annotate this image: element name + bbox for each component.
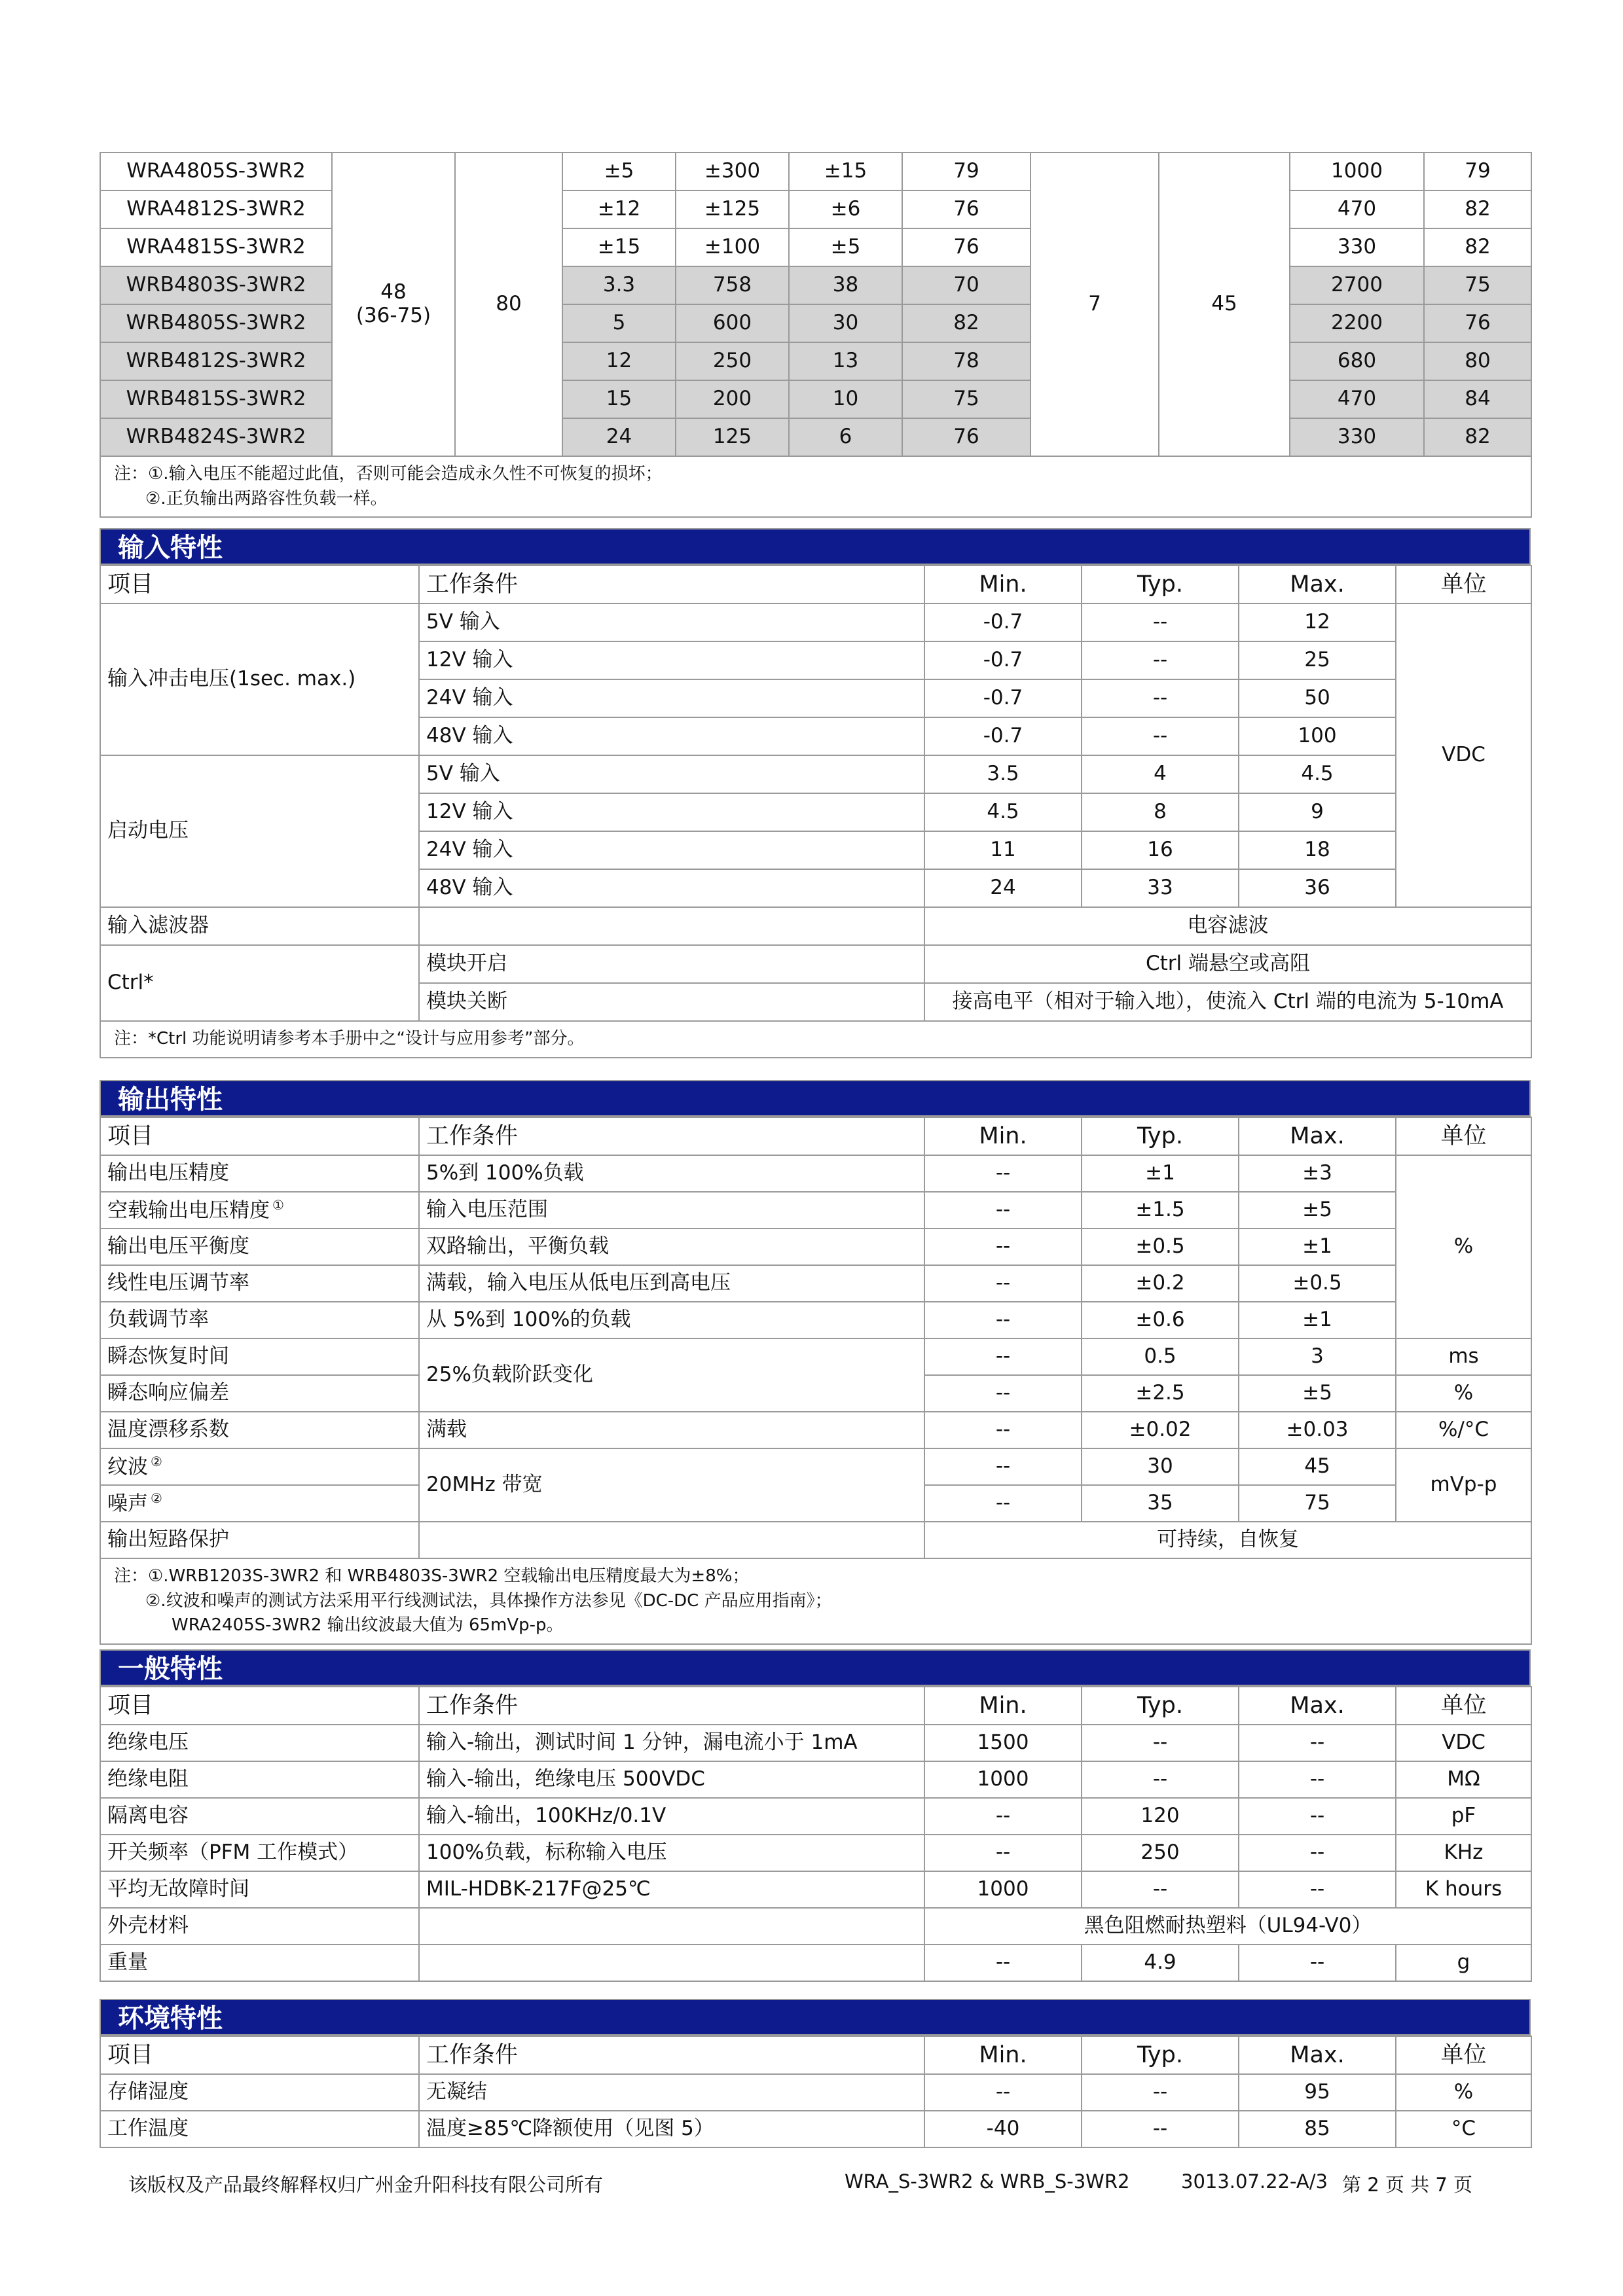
model-value-v5: 2200 [1290,304,1424,342]
weight-typ: 4.9 [1082,1945,1239,1981]
model-value-v2: 600 [676,304,789,342]
input-table [100,565,1532,1058]
general-unit: KHz [1396,1835,1531,1871]
model-name: WRB4803S-3WR2 [100,266,332,304]
general-typ: -- [1082,1871,1239,1908]
header-condition: 工作条件 [419,565,924,603]
model-name: WRB4805S-3WR2 [100,304,332,342]
model-name: WRA4805S-3WR2 [100,152,332,190]
start-max: 36 [1239,869,1396,907]
model-value-v4: 82 [902,304,1030,342]
general-unit: VDC [1396,1725,1531,1761]
filter-label: 输入滤波器 [100,907,419,945]
output-item [100,1192,419,1229]
temp-item: 温度漂移系数 [100,1412,419,1448]
temp-condition: 满载 [419,1412,924,1448]
output-typ: ±0.6 [1082,1302,1239,1338]
model-value-v5: 470 [1290,190,1424,228]
model-value-v1: ±5 [562,152,676,190]
surge-min: -0.7 [924,603,1082,641]
output-item [100,1155,419,1192]
weight-min: -- [924,1945,1082,1981]
environment-table [100,2036,1532,2148]
general-item: 开关频率（PFM 工作模式） [100,1835,419,1871]
model-row [100,418,1531,456]
header-min: Min. [924,565,1082,603]
transient-condition: 25%负载阶跃变化 [419,1338,924,1412]
surge-min: -0.7 [924,717,1082,755]
ctrl-label: Ctrl* [100,945,419,1021]
output-max: ±3 [1239,1155,1396,1192]
model-value-v6: 75 [1424,266,1531,304]
deviation-item: 瞬态响应偏差 [100,1375,419,1412]
general-condition: 100%负载，标称输入电压 [419,1835,924,1871]
model-name: WRB4815S-3WR2 [100,380,332,418]
model-value-v5: 470 [1290,380,1424,418]
header-typ: Typ. [1082,1117,1239,1155]
model-value-v3: ±5 [789,228,902,266]
model-value-v4: 75 [902,380,1030,418]
model-table-note [100,456,1531,517]
environment-section-title: 环境特性 [100,1999,1531,2036]
start-condition: 24V 输入 [419,831,924,869]
model-value-v5: 330 [1290,228,1424,266]
model-name: WRA4815S-3WR2 [100,228,332,266]
surge-max: 12 [1239,603,1396,641]
model-row [100,152,1531,190]
ripple-min: -- [924,1448,1082,1485]
model-value-v1: 24 [562,418,676,456]
start-condition: 12V 输入 [419,793,924,831]
note-line: WRA2405S-3WR2 输出纹波最大值为 65mVp-p。 [172,1615,564,1636]
surge-condition: 12V 输入 [419,641,924,679]
model-value-v1: 15 [562,380,676,418]
header-item: 项目 [100,1687,419,1725]
model-value-v6: 84 [1424,380,1531,418]
output-typ: ±1.5 [1082,1192,1239,1229]
ripple-typ: 30 [1082,1448,1239,1485]
model-value-v6: 79 [1424,152,1531,190]
start-typ: 8 [1082,793,1239,831]
model-value-v2: 125 [676,418,789,456]
general-item: 平均无故障时间 [100,1871,419,1908]
env-unit: % [1396,2074,1531,2111]
start-typ: 4 [1082,755,1239,793]
general-min: -- [924,1798,1082,1835]
model-value-v5: 1000 [1290,152,1424,190]
model-value-v1: ±15 [562,228,676,266]
start-max: 9 [1239,793,1396,831]
model-value-v3: 38 [789,266,902,304]
model-value-v4: 70 [902,266,1030,304]
model-value-v2: ±125 [676,190,789,228]
input-nominal: 48 [380,280,407,304]
start-condition: 5V 输入 [419,755,924,793]
model-value-v2: 758 [676,266,789,304]
ctrl-on-condition: 模块开启 [419,945,924,983]
footer-copyright: 该版权及产品最终解释权归广州金升阳科技有限公司所有 [128,2174,604,2196]
general-condition: 输入-输出，100KHz/0.1V [419,1798,924,1835]
output-condition: 双路输出，平衡负载 [419,1229,924,1265]
general-min: 1000 [924,1871,1082,1908]
surge-min: -0.7 [924,641,1082,679]
output-note [100,1558,1531,1644]
header-max: Max. [1239,1687,1396,1725]
model-row [100,266,1531,304]
surge-max: 50 [1239,679,1396,717]
recovery-max: 3 [1239,1338,1396,1375]
model-table [100,152,1532,518]
output-min: -- [924,1192,1082,1229]
header-typ: Typ. [1082,1687,1239,1725]
model-value-v4: 78 [902,342,1030,380]
header-condition: 工作条件 [419,2036,924,2074]
start-min: 11 [924,831,1082,869]
model-value-v4: 76 [902,228,1030,266]
output-item-label: 输出电压精度 [107,1161,229,1185]
output-table [100,1117,1532,1645]
output-condition: 从 5%到 100%的负载 [419,1302,924,1338]
header-unit: 单位 [1396,565,1531,603]
model-value-v5: 2700 [1290,266,1424,304]
env-max: 85 [1239,2111,1396,2147]
recovery-item: 瞬态恢复时间 [100,1338,419,1375]
model-value-v3: 6 [789,418,902,456]
weight-max: -- [1239,1945,1396,1981]
env-condition: 无凝结 [419,2074,924,2111]
surge-condition: 48V 输入 [419,717,924,755]
model-value-v1: 3.3 [562,266,676,304]
header-condition: 工作条件 [419,1117,924,1155]
ctrl-off-condition: 模块关断 [419,983,924,1021]
general-item: 隔离电容 [100,1798,419,1835]
case-value: 黑色阻燃耐热塑料（UL94-V0） [924,1908,1531,1945]
env-min: -40 [924,2111,1082,2147]
footnote-marker: ② [151,1454,162,1470]
general-max: -- [1239,1725,1396,1761]
max-input-voltage: 80 [455,152,562,456]
model-row [100,228,1531,266]
header-max: Max. [1239,2036,1396,2074]
surge-typ: -- [1082,717,1239,755]
model-value-v6: 80 [1424,342,1531,380]
general-item: 绝缘电阻 [100,1761,419,1798]
output-item [100,1302,419,1338]
deviation-max: ±5 [1239,1375,1396,1412]
model-row [100,304,1531,342]
footer-revision: 3013.07.22-A/3 [1181,2170,1328,2193]
model-value-v3: 30 [789,304,902,342]
start-max: 18 [1239,831,1396,869]
noise-max: 75 [1239,1485,1396,1522]
general-max: -- [1239,1871,1396,1908]
deviation-min: -- [924,1375,1082,1412]
deviation-typ: ±2.5 [1082,1375,1239,1412]
header-unit: 单位 [1396,1687,1531,1725]
header-max: Max. [1239,565,1396,603]
surge-condition: 24V 输入 [419,679,924,717]
ctrl-off-value: 接高电平（相对于输入地），使流入 Ctrl 端的电流为 5-10mA [924,983,1531,1021]
model-value-v3: ±6 [789,190,902,228]
ctrl-on-value: Ctrl 端悬空或高阻 [924,945,1531,983]
output-min: -- [924,1265,1082,1302]
env-typ: -- [1082,2074,1239,2111]
model-name: WRA4812S-3WR2 [100,190,332,228]
header-max: Max. [1239,1117,1396,1155]
model-value-v2: ±100 [676,228,789,266]
output-max: ±1 [1239,1229,1396,1265]
model-row [100,380,1531,418]
start-typ: 16 [1082,831,1239,869]
model-value-v1: 5 [562,304,676,342]
env-min: -- [924,2074,1082,2111]
noise-item [100,1485,419,1522]
weight-item: 重量 [100,1945,419,1981]
start-min: 24 [924,869,1082,907]
filter-value: 电容滤波 [924,907,1531,945]
general-max: -- [1239,1798,1396,1835]
output-condition: 满载，输入电压从低电压到高电压 [419,1265,924,1302]
general-typ: 250 [1082,1835,1239,1871]
note-line: 注：①.WRB1203S-3WR2 和 WRB4803S-3WR2 空载输出电压精度最大为±8%； [114,1566,750,1586]
surge-typ: -- [1082,641,1239,679]
model-value-v1: 12 [562,342,676,380]
model-value-v3: 13 [789,342,902,380]
general-min: -- [924,1835,1082,1871]
footnote-marker: ① [272,1197,284,1213]
weight-unit: g [1396,1945,1531,1981]
start-typ: 33 [1082,869,1239,907]
footnote-marker: ② [151,1490,162,1507]
footer-page: 第 2 页 共 7 页 [1342,2174,1472,2196]
note-line: 注：①.输入电压不能超过此值，否则可能会造成永久性不可恢复的损坏； [114,464,663,484]
footer-series: WRA_S-3WR2 & WRB_S-3WR2 [845,2170,1130,2193]
deviation-unit: % [1396,1375,1531,1412]
general-max: -- [1239,1761,1396,1798]
unit-vdc: VDC [1396,603,1531,907]
header-min: Min. [924,2036,1082,2074]
surge-voltage-label: 输入冲击电压(1sec. max.) [100,603,419,755]
general-min: 1000 [924,1761,1082,1798]
env-item: 工作温度 [100,2111,419,2147]
header-unit: 单位 [1396,1117,1531,1155]
case-item: 外壳材料 [100,1908,419,1945]
header-min: Min. [924,1687,1082,1725]
output-typ: ±0.2 [1082,1265,1239,1302]
surge-typ: -- [1082,679,1239,717]
ripple-noise-condition: 20MHz 带宽 [419,1448,924,1522]
general-typ: 120 [1082,1798,1239,1835]
output-section [100,1080,1531,1117]
output-max: ±0.5 [1239,1265,1396,1302]
recovery-typ: 0.5 [1082,1338,1239,1375]
output-item-label: 输出电压平衡度 [107,1234,249,1259]
short-value: 可持续，自恢复 [924,1522,1531,1558]
note-line: ②.纹波和噪声的测试方法采用平行线测试法，具体操作方法参见《DC-DC 产品应用指南》； [145,1590,832,1611]
header-item: 项目 [100,565,419,603]
start-voltage-label: 启动电压 [100,755,419,907]
output-min: -- [924,1229,1082,1265]
output-item [100,1265,419,1302]
general-unit: pF [1396,1798,1531,1835]
input-voltage-range [332,152,455,456]
output-min: -- [924,1302,1082,1338]
surge-max: 100 [1239,717,1396,755]
model-value-v6: 82 [1424,228,1531,266]
model-value-v6: 76 [1424,304,1531,342]
ripple-item [100,1448,419,1485]
filter-condition [419,907,924,945]
model-value-v4: 76 [902,418,1030,456]
model-value-v4: 79 [902,152,1030,190]
temp-min: -- [924,1412,1082,1448]
model-value-v2: ±300 [676,152,789,190]
short-item: 输出短路保护 [100,1522,419,1558]
start-min: 4.5 [924,793,1082,831]
output-section-title: 输出特性 [100,1080,1531,1117]
start-max: 4.5 [1239,755,1396,793]
output-item-label: 空载输出电压精度 [107,1198,270,1223]
header-min: Min. [924,1117,1082,1155]
env-condition: 温度≥85℃降额使用（见图 5） [419,2111,924,2147]
model-name: WRB4824S-3WR2 [100,418,332,456]
model-value-v1: ±12 [562,190,676,228]
temp-max: ±0.03 [1239,1412,1396,1448]
model-value-v6: 82 [1424,418,1531,456]
temp-typ: ±0.02 [1082,1412,1239,1448]
output-min: -- [924,1155,1082,1192]
start-min: 3.5 [924,755,1082,793]
output-item-label: 线性电压调节率 [107,1271,249,1295]
surge-condition: 5V 输入 [419,603,924,641]
input-section [100,528,1531,565]
model-value-v3: 10 [789,380,902,418]
input-range: (36-75) [356,304,431,327]
output-condition: 5%到 100%负载 [419,1155,924,1192]
temp-unit: %/°C [1396,1412,1531,1448]
model-name: WRB4812S-3WR2 [100,342,332,380]
model-value-v5: 680 [1290,342,1424,380]
general-table [100,1686,1532,1982]
recovery-min: -- [924,1338,1082,1375]
merged-value-a: 7 [1030,152,1159,456]
unit-percent: % [1396,1155,1531,1338]
model-row [100,342,1531,380]
general-section-title: 一般特性 [100,1649,1531,1686]
surge-min: -0.7 [924,679,1082,717]
model-value-v2: 250 [676,342,789,380]
env-max: 95 [1239,2074,1396,2111]
short-condition [419,1522,924,1558]
weight-condition [419,1945,924,1981]
general-max: -- [1239,1835,1396,1871]
case-condition [419,1908,924,1945]
ripple-max: 45 [1239,1448,1396,1485]
header-item: 项目 [100,1117,419,1155]
environment-section [100,1999,1531,2036]
output-max: ±1 [1239,1302,1396,1338]
noise-label: 噪声 [107,1492,148,1516]
model-value-v6: 82 [1424,190,1531,228]
general-condition: 输入-输出，绝缘电压 500VDC [419,1761,924,1798]
header-condition: 工作条件 [419,1687,924,1725]
general-unit: K hours [1396,1871,1531,1908]
header-unit: 单位 [1396,2036,1531,2074]
output-item-label: 负载调节率 [107,1308,209,1332]
env-item: 存储湿度 [100,2074,419,2111]
model-value-v3: ±15 [789,152,902,190]
noise-typ: 35 [1082,1485,1239,1522]
output-max: ±5 [1239,1192,1396,1229]
general-item: 绝缘电压 [100,1725,419,1761]
note-line: ②.正负输出两路容性负载一样。 [145,488,388,509]
general-unit: MΩ [1396,1761,1531,1798]
output-item [100,1229,419,1265]
env-typ: -- [1082,2111,1239,2147]
header-typ: Typ. [1082,565,1239,603]
output-typ: ±0.5 [1082,1229,1239,1265]
input-note: 注：*Ctrl 功能说明请参考本手册中之“设计与应用参考”部分。 [100,1021,1531,1058]
start-condition: 48V 输入 [419,869,924,907]
general-condition: MIL-HDBK-217F@25℃ [419,1871,924,1908]
merged-value-b: 45 [1159,152,1290,456]
surge-typ: -- [1082,603,1239,641]
model-value-v2: 200 [676,380,789,418]
surge-max: 25 [1239,641,1396,679]
output-typ: ±1 [1082,1155,1239,1192]
general-condition: 输入-输出，测试时间 1 分钟，漏电流小于 1mA [419,1725,924,1761]
model-row [100,190,1531,228]
header-item: 项目 [100,2036,419,2074]
general-typ: -- [1082,1725,1239,1761]
header-typ: Typ. [1082,2036,1239,2074]
general-min: 1500 [924,1725,1082,1761]
noise-min: -- [924,1485,1082,1522]
recovery-unit: ms [1396,1338,1531,1375]
ripple-label: 纹波 [107,1455,148,1479]
env-unit: °C [1396,2111,1531,2147]
ripple-noise-unit: mVp-p [1396,1448,1531,1522]
general-typ: -- [1082,1761,1239,1798]
model-value-v4: 76 [902,190,1030,228]
general-section [100,1649,1531,1686]
model-value-v5: 330 [1290,418,1424,456]
output-condition: 输入电压范围 [419,1192,924,1229]
input-section-title: 输入特性 [100,528,1531,565]
